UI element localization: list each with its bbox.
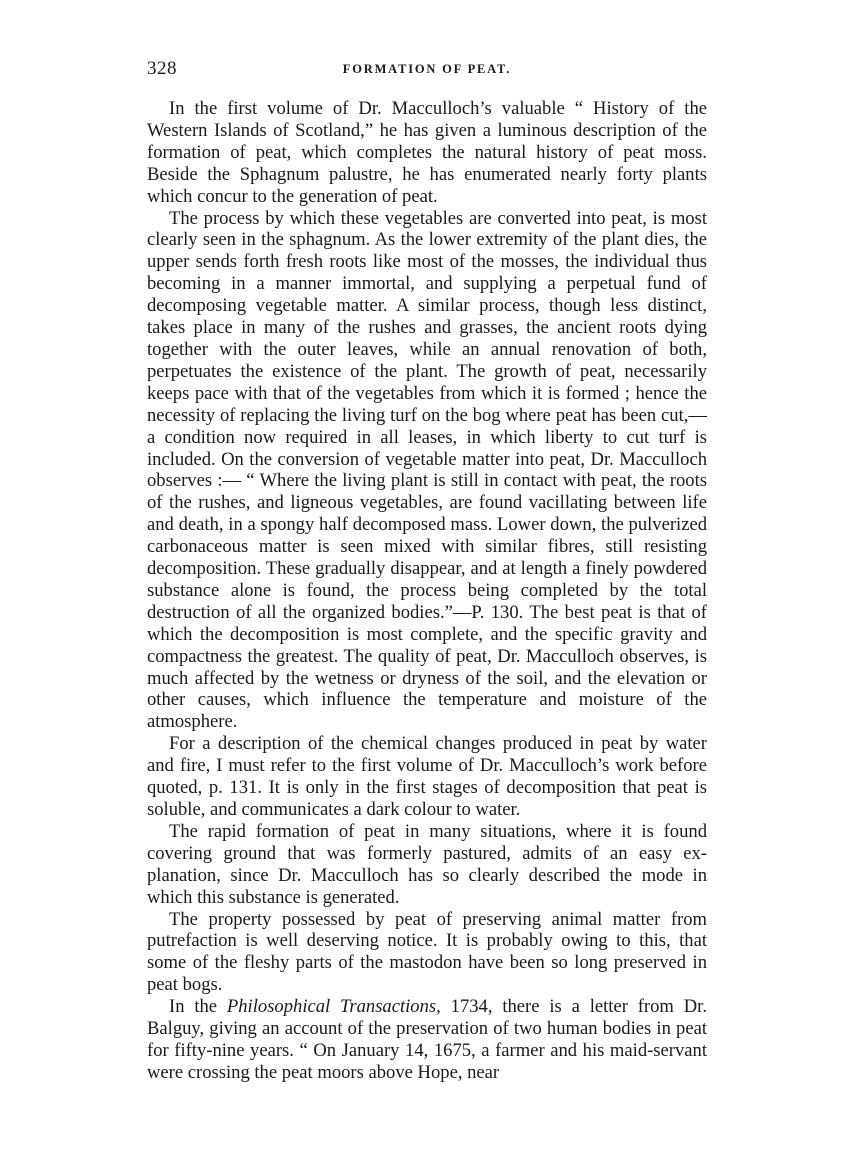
book-page bbox=[147, 58, 707, 1084]
page-number: 328 bbox=[147, 58, 177, 79]
page-header bbox=[147, 58, 707, 88]
running-head: FORMATION OF PEAT. bbox=[342, 62, 512, 76]
paragraph-4: The rapid formation of peat in many situations, where it is found covering ground that was formerly pastured, admits of an easy explanation, since Dr. Macculloch has so clearly described the mode in which this substance is generated. bbox=[147, 820, 707, 908]
paragraph-1: In the first volume of Dr. Macculloch’s valuable “ History of the Western Islands of Scotland,” he has given a luminous description of the formation of peat, which completes the natural history of peat moss. Beside the Sphagnum palustre, he has enumerated nearly forty plants which concur to the generation of peat. bbox=[147, 98, 707, 207]
paragraph-6 bbox=[147, 996, 707, 1084]
body-text bbox=[147, 98, 707, 1084]
paragraph-3: For a description of the chemical changes produced in peat by water and fire, I must refer to the first volume of Dr. Macculloch’s work before quoted, p. 131. It is only in the first stages of decomposition that peat is soluble, and communicates a dark colour to water. bbox=[147, 733, 707, 820]
paragraph-6-text: 1734, there is a letter from Dr. Balguy, giving an account of the preservation of two human bodies in peat for fifty-nine years. “ On January 14, 1675, a farmer and his maid-servant were crossing the peat moors above Hope, near bbox=[147, 996, 707, 1083]
paragraph-2: The process by which these vegetables are converted into peat, is most clearly seen in the sphagnum. As the lower extremity of the plant dies, the upper sends forth fresh roots like most of the mosses, the individual thus becoming in a manner immortal, and supplying a perpetual fund of decomposing vegetable matter. A similar process, though less distinct, takes place in many of the rushes and grasses, the ancient roots dying together with the outer leaves, while an annual renovation of both, perpetuates the existence of the plant. The growth of peat, necessarily keeps pace with that of the vegetables from which it is formed ; hence the necessity of replacing the living turf on the bog where peat has been cut,—a condition now required in all leases, in which liberty to cut turf is included. On the conversion of vegetable matter into peat, Dr. Macculloch observes :— “ Where the living plant is still in contact with peat, the roots of the rushes, and ligneous vegetables, are found vacillating between life and death, in a spongy half decomposed mass. Lower down, the pulverized carbonaceous matter is seen mixed with similar fibres, still resisting decomposition. These gradually disappear, and at length a finely powdered substance alone is found, the process being completed by the total destruction of all the organized bodies.”—P. 130. The best peat is that of which the decomposition is most complete, and the specific gravity and compactness the greatest. The quality of peat, Dr. Macculloch observes, is much affected by the wetness or dryness of the soil, and the elevation or other causes, which influence the temperature and moisture of the atmosphere. bbox=[147, 207, 707, 733]
paragraph-6-lead: In the bbox=[169, 996, 227, 1018]
paragraph-5: The property possessed by peat of preserving animal matter from putrefaction is well deserving notice. It is probably owing to this, that some of the fleshy parts of the mastodon have been so long preserved in peat bogs. bbox=[147, 908, 707, 996]
journal-title: Philosophical Transactions, bbox=[226, 996, 441, 1018]
